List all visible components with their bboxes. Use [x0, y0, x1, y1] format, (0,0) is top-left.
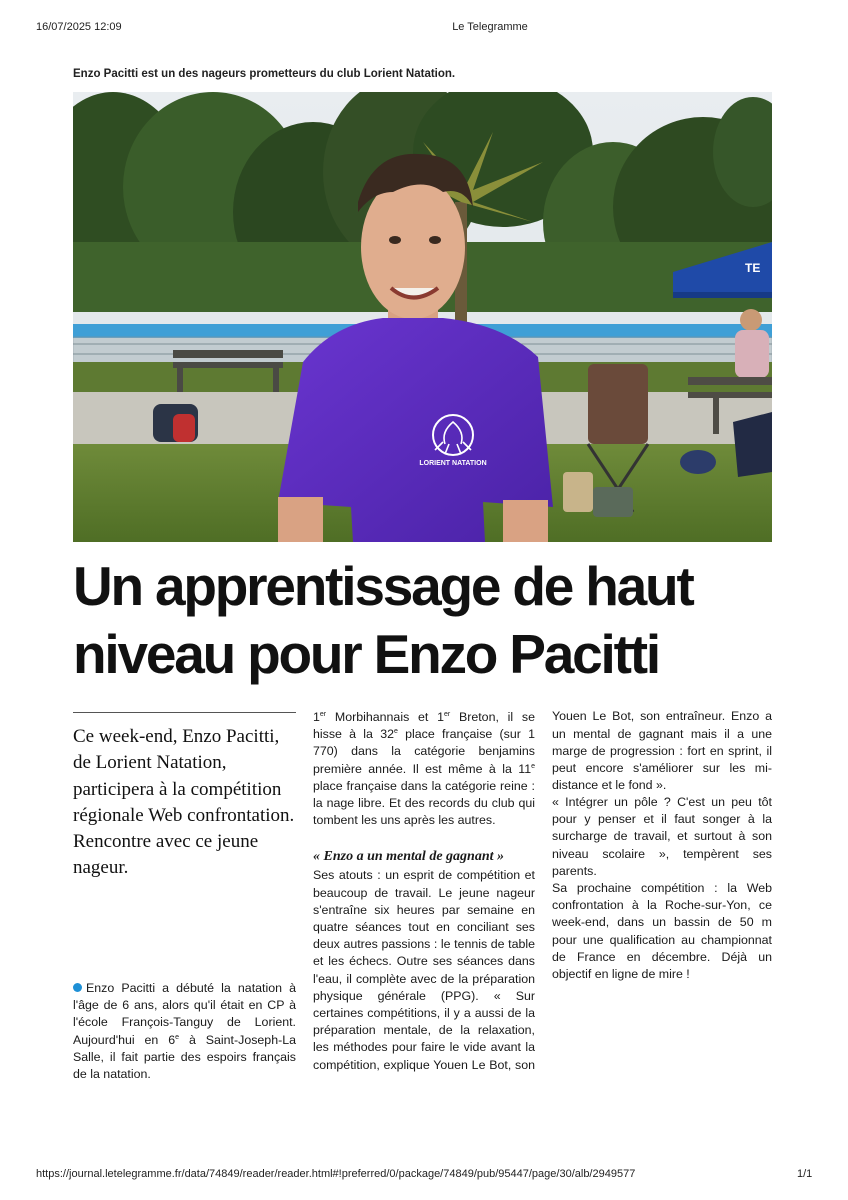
column-3 [552, 709, 772, 983]
article-lead: Ce week-end, Enzo Pacitti, de Lorient Natation, participera à la compétition régionale Web confrontation. Rencontre avec ce jeune nageur. [73, 726, 295, 879]
print-page-count: 1/1 [797, 1168, 813, 1180]
article-headline: Un apprentissage de haut niveau pour Enzo Pacitti [73, 555, 693, 685]
print-url: https://journal.letelegramme.fr/data/74849/reader/reader.html#!preferred/0/package/74849/pub/95447/page/30/alb/2949577 [36, 1168, 636, 1180]
tshirt-logo-text: LORIENT NATATION [419, 460, 487, 467]
bullet-dot-icon [73, 983, 82, 992]
photo-caption: Enzo Pacitti est un des nageurs prometteurs du club Lorient Natation. [73, 68, 456, 80]
column-2 [313, 709, 535, 1074]
paragraph-strengths-continued: Youen Le Bot, son entraîneur. Enzo a un mental de gagnant mais il a une marge de progression : fort en sprint, il peut encore s'améliorer sur les mi-distance et le fond ». [552, 709, 772, 793]
article-subhead: « Enzo a un mental de gagnant » [313, 849, 504, 865]
paragraph-intro: Enzo Pacitti a débuté la natation à l'âge de 6 ans, alors qu'il était en CP à l'école François-Tanguy de Lorient. Aujourd'hui en 6e à Saint-Joseph-La Salle, il fait partie des espoirs français de la natation. [73, 981, 296, 1082]
paragraph-parents: « Intégrer un pôle ? C'est un peu tôt pour y penser et il faut songer à la surcharge de travail, et surtout à son niveau scolaire », tempèrent ses parents. [552, 795, 772, 878]
print-site-title: Le Telegramme [452, 21, 528, 33]
print-datetime: 16/07/2025 12:09 [36, 21, 122, 33]
lead-divider [73, 712, 296, 713]
tent-label: TE [745, 261, 761, 275]
column-1-body [73, 980, 296, 1083]
backpack [153, 404, 198, 442]
paragraph-next-competition: Sa prochaine compétition : la Web confrontation à la Roche-sur-Yon, ce week-end, dans un bassin de 50 m pour une qualification au championnat de France en décembre. Déjà un objectif en ligne de mire ! [552, 881, 772, 982]
paragraph-strengths: Ses atouts : un esprit de compétition et beaucoup de travail. Le jeune nageur s'entraîne six heures par semaine en quatre séances tout en conciliant ses deux autres passions : le tennis de table et les échecs. Outre ses séances dans l'eau, il complète avec de la préparation physique générale (PPG). « Sur certaines compétitions, il y a aussi de la préparation mentale, de la relaxation, les méthodes pour faire le vide avant la compétition, explique Youen Le Bot, son [313, 868, 535, 1072]
article-photo [73, 92, 772, 542]
paragraph-rankings: 1er Morbihannais et 1er Breton, il se hisse à la 32e place française (sur 1 770) dans la catégorie benjamins première année. Il est même à la 11e place française dans la catégorie reine : la nage libre. Et des records du club qui tombent les uns après les autres. [313, 710, 535, 828]
photo-illustration [73, 92, 772, 542]
